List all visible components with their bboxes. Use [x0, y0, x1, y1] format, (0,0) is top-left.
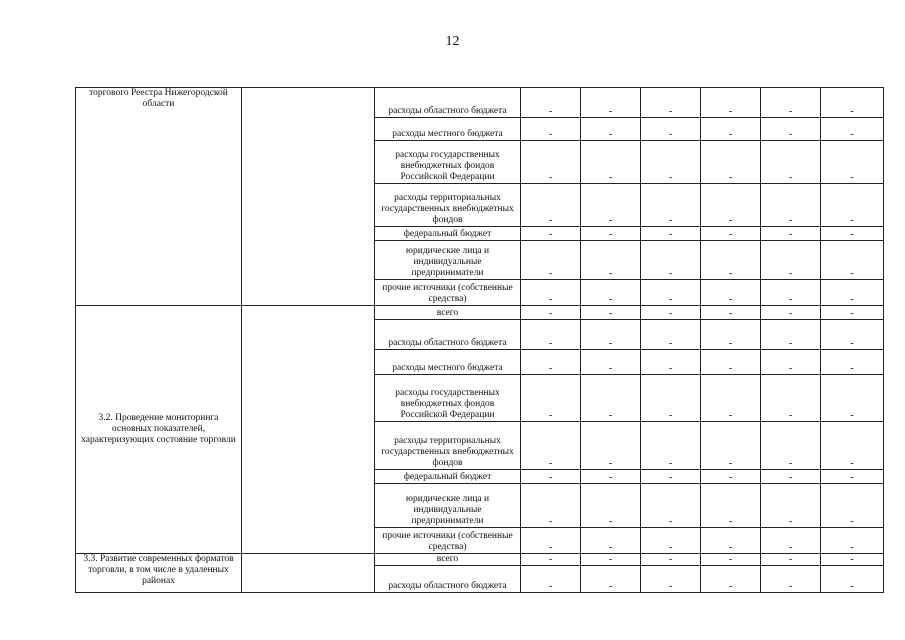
value-cell: - — [821, 241, 884, 280]
value-cell: - — [641, 527, 701, 553]
value-cell: - — [761, 88, 821, 118]
value-cell: - — [701, 565, 761, 592]
value-cell: - — [701, 241, 761, 280]
value-cell: - — [581, 553, 641, 565]
value-cell: - — [701, 469, 761, 483]
value-cell: - — [761, 553, 821, 565]
value-cell: - — [521, 306, 581, 319]
funding-source-cell: расходы местного бюджета — [375, 349, 521, 374]
value-cell: - — [821, 484, 884, 527]
value-cell: - — [761, 241, 821, 280]
value-cell: - — [581, 241, 641, 280]
funding-source-cell: расходы областного бюджета — [375, 88, 521, 118]
value-cell: - — [521, 422, 581, 470]
value-cell: - — [821, 280, 884, 306]
value-cell: - — [701, 374, 761, 422]
value-cell: - — [701, 349, 761, 374]
funding-source-cell: расходы государственных внебюджетных фондов Российской Федерации — [375, 374, 521, 422]
value-cell: - — [521, 280, 581, 306]
value-cell: - — [641, 88, 701, 118]
value-cell: - — [641, 469, 701, 483]
value-cell: - — [581, 484, 641, 527]
value-cell: - — [641, 422, 701, 470]
value-cell: - — [641, 118, 701, 141]
value-cell: - — [641, 484, 701, 527]
measure-title-cell: 3.2. Проведение мониторинга основных показателей, характеризующих состояние торговли — [76, 306, 242, 553]
value-cell: - — [761, 422, 821, 470]
value-cell: - — [701, 184, 761, 226]
value-cell: - — [701, 306, 761, 319]
funding-source-cell: расходы территориальных государственных внебюджетных фондов — [375, 184, 521, 226]
value-cell: - — [581, 184, 641, 226]
page-number: 12 — [445, 34, 460, 49]
funding-source-cell: федеральный бюджет — [375, 469, 521, 483]
executor-cell — [242, 553, 375, 592]
value-cell: - — [821, 118, 884, 141]
value-cell: - — [581, 422, 641, 470]
value-cell: - — [641, 184, 701, 226]
measure-title-cell: торгового Реестра Нижегородской области — [76, 88, 242, 306]
value-cell: - — [821, 184, 884, 226]
value-cell: - — [701, 484, 761, 527]
funding-source-cell: расходы территориальных государственных внебюджетных фондов — [375, 422, 521, 470]
value-cell: - — [821, 565, 884, 592]
table-row — [76, 553, 884, 565]
value-cell: - — [641, 349, 701, 374]
value-cell: - — [821, 226, 884, 240]
funding-source-cell: всего — [375, 553, 521, 565]
executor-cell — [242, 88, 375, 306]
value-cell: - — [821, 553, 884, 565]
value-cell: - — [821, 349, 884, 374]
value-cell: - — [641, 241, 701, 280]
value-cell: - — [701, 319, 761, 349]
funding-source-cell: расходы областного бюджета — [375, 565, 521, 592]
value-cell: - — [521, 349, 581, 374]
value-cell: - — [521, 226, 581, 240]
table-body — [76, 88, 884, 593]
value-cell: - — [761, 280, 821, 306]
value-cell: - — [761, 306, 821, 319]
value-cell: - — [581, 280, 641, 306]
value-cell: - — [701, 226, 761, 240]
value-cell: - — [641, 280, 701, 306]
value-cell: - — [581, 527, 641, 553]
value-cell: - — [581, 306, 641, 319]
value-cell: - — [521, 88, 581, 118]
table-row — [76, 88, 884, 118]
value-cell: - — [521, 184, 581, 226]
value-cell: - — [521, 241, 581, 280]
value-cell: - — [581, 88, 641, 118]
value-cell: - — [641, 226, 701, 240]
funding-source-cell: прочие источники (собственные средства) — [375, 280, 521, 306]
value-cell: - — [701, 88, 761, 118]
value-cell: - — [581, 226, 641, 240]
value-cell: - — [761, 184, 821, 226]
funding-source-cell: расходы местного бюджета — [375, 118, 521, 141]
value-cell: - — [701, 422, 761, 470]
measure-title-cell: 3.3. Развитие современных форматов торговли, в том числе в удаленных районах — [76, 553, 242, 592]
value-cell: - — [761, 140, 821, 183]
value-cell: - — [821, 306, 884, 319]
value-cell: - — [821, 319, 884, 349]
value-cell: - — [581, 140, 641, 183]
value-cell: - — [641, 319, 701, 349]
value-cell: - — [521, 319, 581, 349]
funding-source-cell: федеральный бюджет — [375, 226, 521, 240]
value-cell: - — [641, 553, 701, 565]
value-cell: - — [821, 140, 884, 183]
value-cell: - — [821, 469, 884, 483]
value-cell: - — [581, 374, 641, 422]
value-cell: - — [581, 118, 641, 141]
value-cell: - — [581, 319, 641, 349]
value-cell: - — [641, 374, 701, 422]
value-cell: - — [581, 565, 641, 592]
value-cell: - — [641, 565, 701, 592]
value-cell: - — [521, 374, 581, 422]
funding-source-cell: юридические лица и индивидуальные предприниматели — [375, 241, 521, 280]
value-cell: - — [521, 553, 581, 565]
value-cell: - — [701, 140, 761, 183]
value-cell: - — [701, 553, 761, 565]
funding-source-cell: всего — [375, 306, 521, 319]
value-cell: - — [521, 140, 581, 183]
value-cell: - — [521, 484, 581, 527]
value-cell: - — [761, 349, 821, 374]
value-cell: - — [641, 306, 701, 319]
value-cell: - — [641, 140, 701, 183]
value-cell: - — [701, 527, 761, 553]
value-cell: - — [821, 88, 884, 118]
value-cell: - — [761, 226, 821, 240]
value-cell: - — [581, 349, 641, 374]
value-cell: - — [821, 374, 884, 422]
value-cell: - — [521, 118, 581, 141]
funding-source-cell: прочие источники (собственные средства) — [375, 527, 521, 553]
value-cell: - — [761, 118, 821, 141]
value-cell: - — [761, 469, 821, 483]
value-cell: - — [701, 118, 761, 141]
funding-source-cell: расходы государственных внебюджетных фондов Российской Федерации — [375, 140, 521, 183]
value-cell: - — [521, 527, 581, 553]
value-cell: - — [761, 565, 821, 592]
value-cell: - — [761, 527, 821, 553]
executor-cell — [242, 306, 375, 553]
funding-source-cell: юридические лица и индивидуальные предприниматели — [375, 484, 521, 527]
value-cell: - — [761, 374, 821, 422]
value-cell: - — [761, 319, 821, 349]
value-cell: - — [821, 527, 884, 553]
value-cell: - — [701, 280, 761, 306]
funding-source-cell: расходы областного бюджета — [375, 319, 521, 349]
value-cell: - — [761, 484, 821, 527]
table-row — [76, 306, 884, 319]
value-cell: - — [581, 469, 641, 483]
value-cell: - — [521, 469, 581, 483]
budget-table — [75, 87, 884, 593]
value-cell: - — [821, 422, 884, 470]
value-cell: - — [521, 565, 581, 592]
